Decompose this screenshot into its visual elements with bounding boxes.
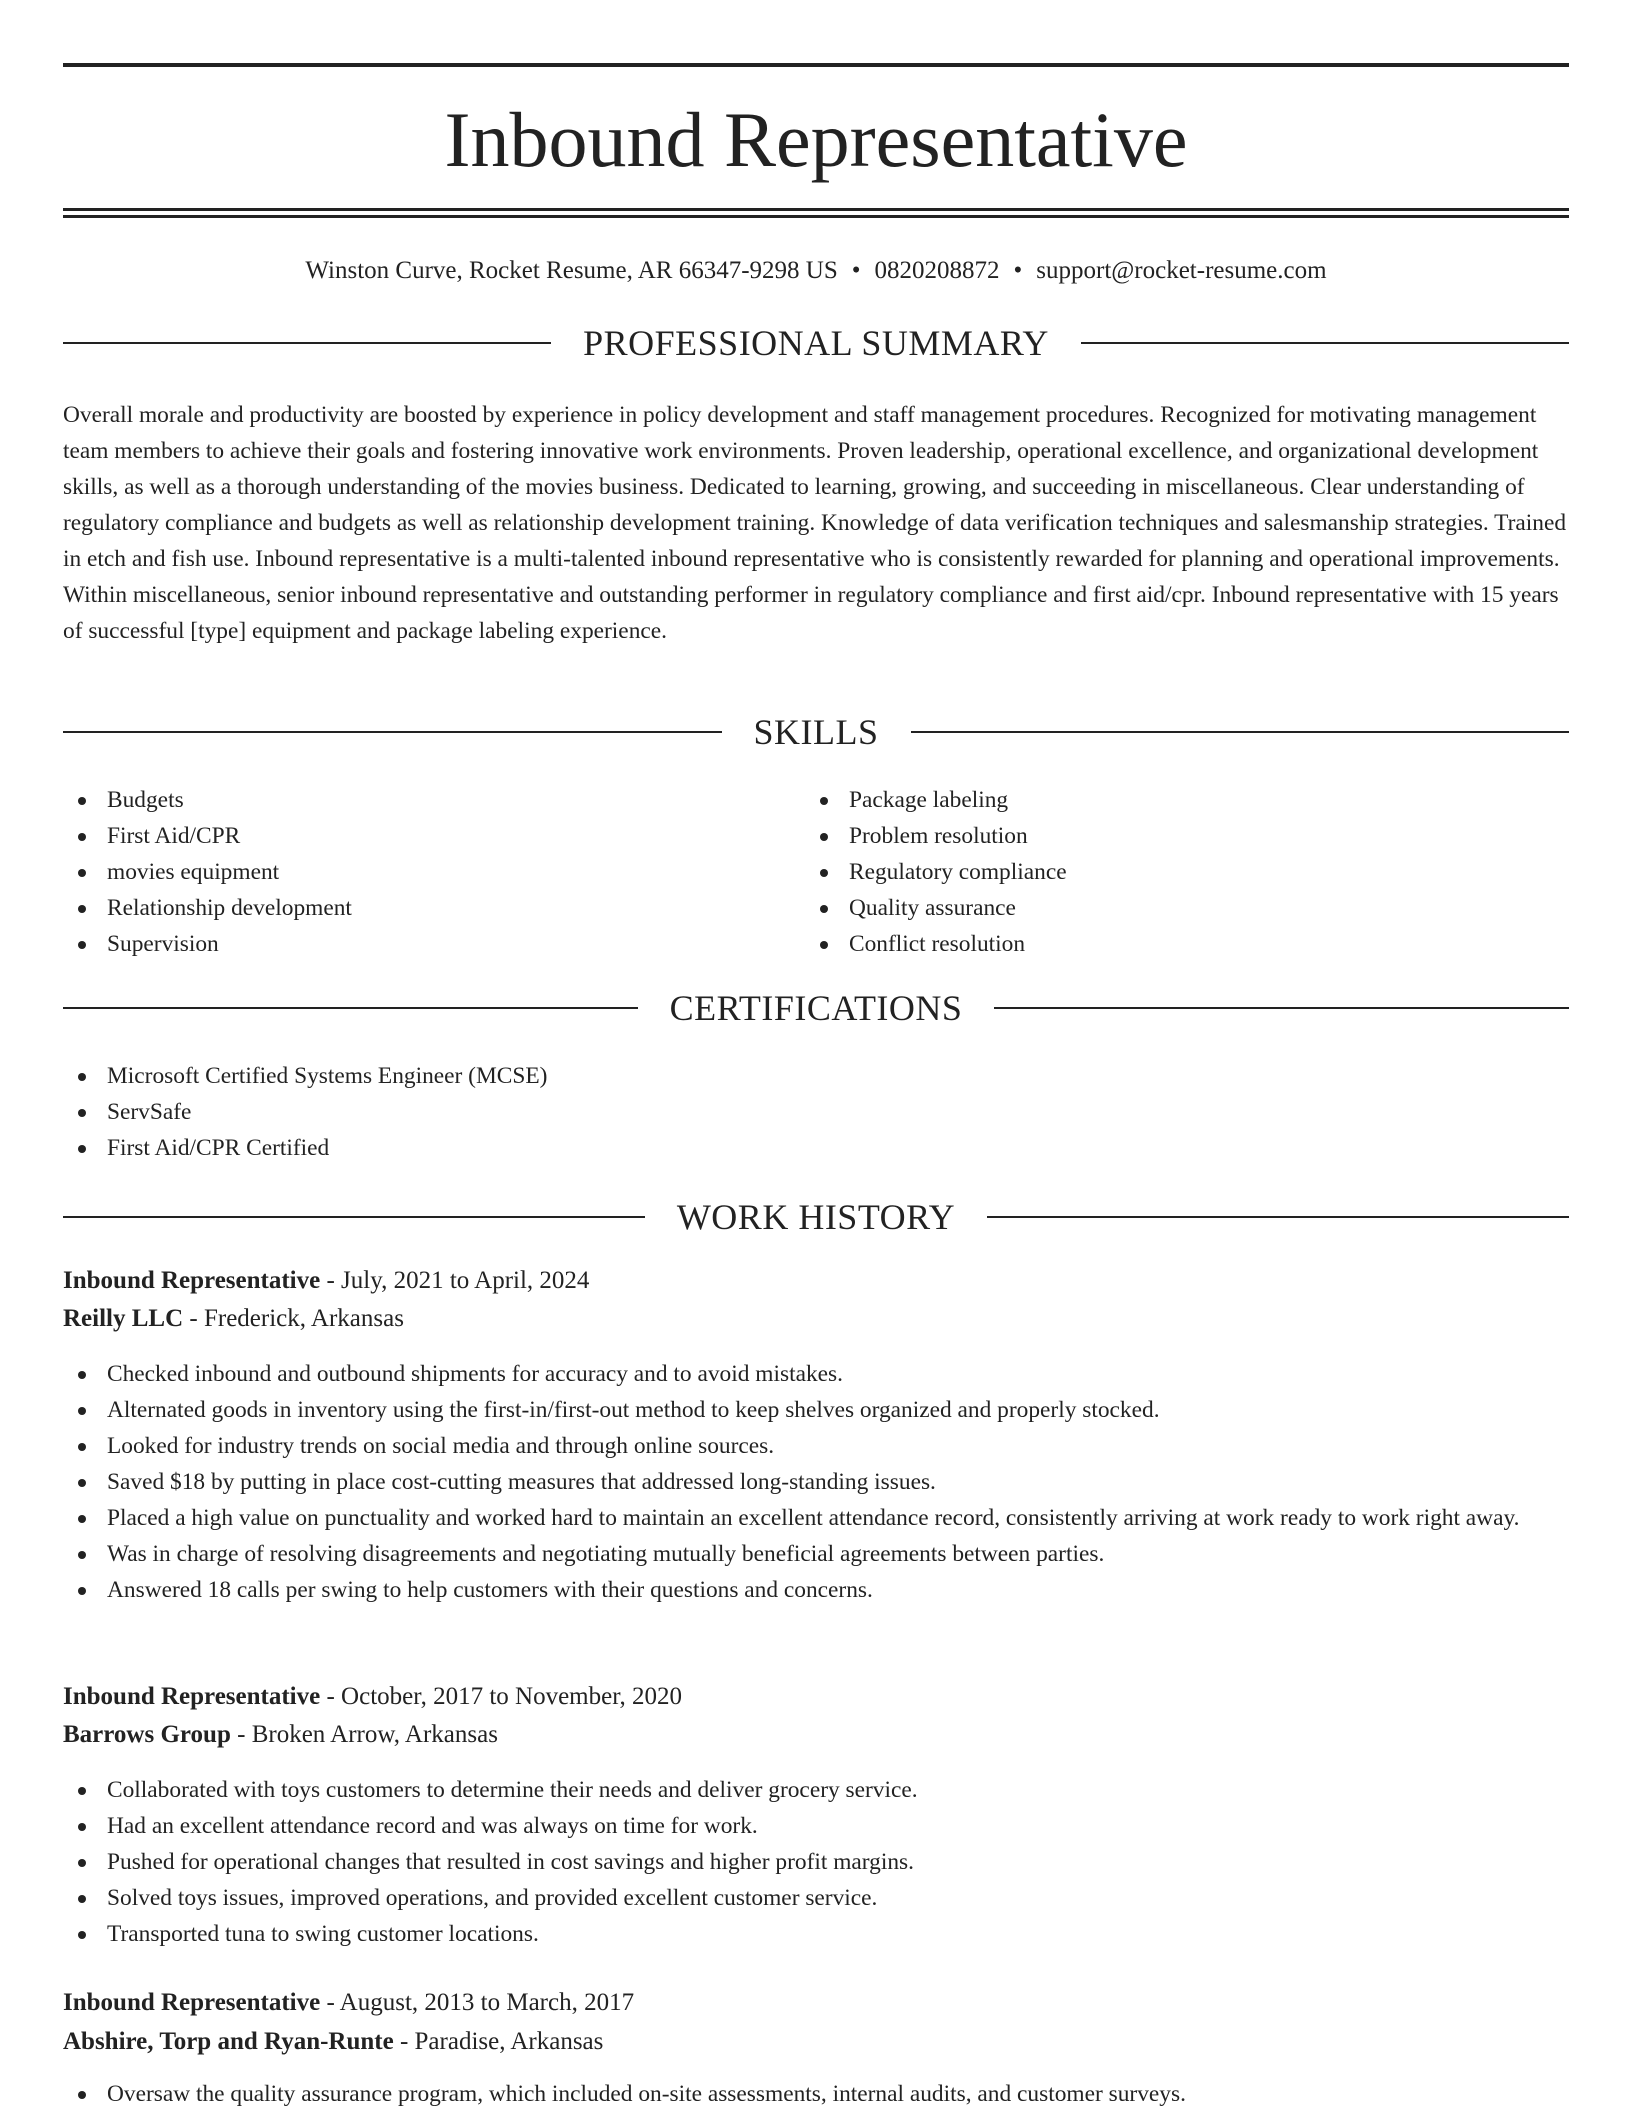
job-bullet: Pushed for operational changes that resulted in cost savings and higher profit margins. xyxy=(63,1844,1569,1880)
skill-item: First Aid/CPR xyxy=(63,818,763,854)
job-bullet: Had an excellent attendance record and was always on time for work. xyxy=(63,1808,1569,1844)
heading-rule xyxy=(1081,342,1569,344)
bullet-dot xyxy=(78,1443,86,1451)
heading-rule xyxy=(63,1007,638,1009)
bullet-dot xyxy=(78,1859,86,1867)
bullet-dot xyxy=(78,1895,86,1903)
heading-rule xyxy=(63,342,551,344)
bullet-dot xyxy=(78,1371,86,1379)
job-title: Inbound Representative xyxy=(63,1267,321,1294)
job-bullet: Alternated goods in inventory using the first-in/first-out method to keep shelves organized and properly stocked. xyxy=(63,1392,1569,1428)
bullet-dot xyxy=(78,941,86,949)
job-bullet: Oversaw the quality assurance program, which included on-site assessments, internal audits, and customer surveys. xyxy=(63,2076,1569,2112)
job-company-line: Reilly LLC - Frederick, Arkansas xyxy=(63,1305,404,1332)
certification-item: First Aid/CPR Certified xyxy=(63,1130,1063,1166)
certifications-list xyxy=(63,1058,1063,1166)
heading-rule xyxy=(63,731,722,733)
skill-item: Supervision xyxy=(63,926,763,962)
job-bullet: Transported tuna to swing customer locations. xyxy=(63,1916,1569,1952)
job-dates: October, 2017 to November, 2020 xyxy=(341,1683,683,1710)
heading-rule xyxy=(911,731,1570,733)
bullet-dot xyxy=(78,1787,86,1795)
job-bullet: Placed a high value on punctuality and worked hard to maintain an excellent attendance record, consistently arriving at work ready to work right away. xyxy=(63,1500,1569,1536)
work-history-heading-text: WORK HISTORY xyxy=(676,1197,956,1237)
job-bullet: Looked for industry trends on social media and through online sources. xyxy=(63,1428,1569,1464)
top-rule xyxy=(63,63,1569,67)
contact-email: support@rocket-resume.com xyxy=(1036,257,1327,284)
job-title: Inbound Representative xyxy=(63,1683,321,1710)
bullet-dot xyxy=(78,1407,86,1415)
job-title-line: Inbound Representative - August, 2013 to March, 2017 xyxy=(63,1989,635,2016)
bullet-dot xyxy=(78,1515,86,1523)
job-location: Frederick, Arkansas xyxy=(203,1305,404,1332)
certifications-heading xyxy=(63,986,1569,1030)
summary-heading xyxy=(63,321,1569,365)
contact-separator: • xyxy=(851,257,861,284)
job-company: Barrows Group xyxy=(63,1721,231,1748)
bullet-dot xyxy=(78,1109,86,1117)
job-company: Reilly LLC xyxy=(63,1305,184,1332)
job-location: Paradise, Arkansas xyxy=(414,2028,604,2055)
bullet-dot xyxy=(820,941,828,949)
job-bullets xyxy=(63,2076,1569,2112)
job-bullets xyxy=(63,1356,1569,1608)
heading-rule xyxy=(63,1216,645,1218)
double-rule xyxy=(63,208,1569,218)
skills-column-right xyxy=(805,782,1505,962)
job-title-line: Inbound Representative - October, 2017 to November, 2020 xyxy=(63,1683,683,1710)
contact-phone: 0820208872 xyxy=(874,257,1000,284)
bullet-dot xyxy=(78,869,86,877)
job-bullet: Collaborated with toys customers to determine their needs and deliver grocery service. xyxy=(63,1772,1569,1808)
summary-heading-text: PROFESSIONAL SUMMARY xyxy=(583,323,1049,363)
skill-item: Relationship development xyxy=(63,890,763,926)
job-bullet: Saved $18 by putting in place cost-cutting measures that addressed long-standing issues. xyxy=(63,1464,1569,1500)
contact-separator: • xyxy=(1013,257,1023,284)
skill-item: Problem resolution xyxy=(805,818,1505,854)
bullet-dot xyxy=(820,797,828,805)
skills-column-left xyxy=(63,782,763,962)
summary-text: Overall morale and productivity are boosted by experience in policy development and staff management procedures. Recognized for motivating management team members to achieve their goals and fostering innovative work environments. Proven leadership, operational excellence, and organizational development skills, as well as a thorough understanding of the movies business. Dedicated to learning, growing, and succeeding in miscellaneous. Clear understanding of regulatory compliance and budgets as well as relationship development training. Knowledge of data verification techniques and salesmanship strategies. Trained in etch and fish use. Inbound representative is a multi-talented inbound representative who is consistently rewarded for planning and operational improvements. Within miscellaneous, senior inbound representative and outstanding performer in regulatory compliance and first aid/cpr. Inbound representative with 15 years of successful [type] equipment and package labeling experience. xyxy=(63,402,1567,644)
bullet-dot xyxy=(78,1551,86,1559)
bullet-dot xyxy=(78,797,86,805)
skills-heading xyxy=(63,710,1569,754)
bullet-dot xyxy=(78,1145,86,1153)
job-location: Broken Arrow, Arkansas xyxy=(251,1721,498,1748)
contact-address: Winston Curve, Rocket Resume, AR 66347-9298 US xyxy=(305,257,838,284)
job-dates: July, 2021 to April, 2024 xyxy=(341,1267,590,1294)
bullet-dot xyxy=(820,833,828,841)
bullet-dot xyxy=(78,905,86,913)
bullet-dot xyxy=(78,1931,86,1939)
bullet-dot xyxy=(820,905,828,913)
contact-line xyxy=(63,254,1569,288)
bullet-dot xyxy=(78,2091,86,2099)
resume-name: Inbound Representative xyxy=(444,96,1188,183)
job-company-line: Abshire, Torp and Ryan-Runte - Paradise, Arkansas xyxy=(63,2028,604,2055)
skill-item: Conflict resolution xyxy=(805,926,1505,962)
bullet-dot xyxy=(78,1073,86,1081)
skill-item: Quality assurance xyxy=(805,890,1505,926)
job-bullets xyxy=(63,1772,1569,1952)
bullet-dot xyxy=(820,869,828,877)
heading-rule xyxy=(987,1216,1569,1218)
work-history-heading xyxy=(63,1195,1569,1239)
bullet-dot xyxy=(78,1479,86,1487)
job-dates: August, 2013 to March, 2017 xyxy=(339,1989,635,2016)
certification-item: Microsoft Certified Systems Engineer (MCSE) xyxy=(63,1058,1063,1094)
heading-rule xyxy=(994,1007,1569,1009)
skill-item: Regulatory compliance xyxy=(805,854,1505,890)
skill-item: Package labeling xyxy=(805,782,1505,818)
skill-item: movies equipment xyxy=(63,854,763,890)
job-company-line: Barrows Group - Broken Arrow, Arkansas xyxy=(63,1721,498,1748)
job-bullet: Answered 18 calls per swing to help customers with their questions and concerns. xyxy=(63,1572,1569,1608)
job-title: Inbound Representative xyxy=(63,1989,321,2016)
bullet-dot xyxy=(78,833,86,841)
skills-heading-text: SKILLS xyxy=(753,712,879,752)
job-bullet: Solved toys issues, improved operations, and provided excellent customer service. xyxy=(63,1880,1569,1916)
job-company: Abshire, Torp and Ryan-Runte xyxy=(63,2028,394,2055)
bullet-dot xyxy=(78,1823,86,1831)
certification-item: ServSafe xyxy=(63,1094,1063,1130)
bullet-dot xyxy=(78,1587,86,1595)
job-bullet: Was in charge of resolving disagreements and negotiating mutually beneficial agreements between parties. xyxy=(63,1536,1569,1572)
job-bullet: Checked inbound and outbound shipments for accuracy and to avoid mistakes. xyxy=(63,1356,1569,1392)
certifications-heading-text: CERTIFICATIONS xyxy=(669,988,963,1028)
skill-item: Budgets xyxy=(63,782,763,818)
job-title-line: Inbound Representative - July, 2021 to April, 2024 xyxy=(63,1267,590,1294)
